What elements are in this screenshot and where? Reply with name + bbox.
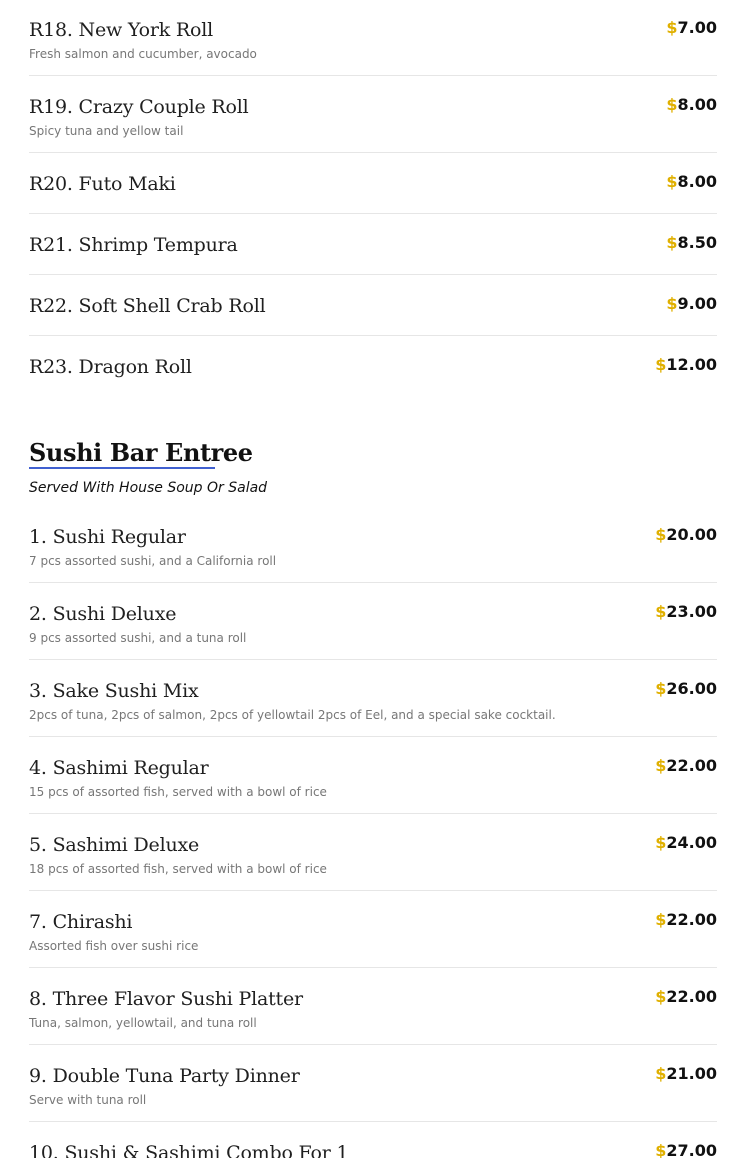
- divider: [29, 582, 717, 583]
- divider: [29, 335, 717, 336]
- menu-item[interactable]: [29, 95, 717, 137]
- currency-symbol: $: [655, 910, 667, 929]
- menu-item[interactable]: [29, 233, 717, 257]
- menu-item[interactable]: [29, 987, 717, 1029]
- section-title-underline: [29, 467, 215, 469]
- currency-symbol: $: [655, 355, 667, 374]
- menu-item-description: Fresh salmon and cucumber, avocado: [29, 47, 257, 61]
- menu-item-description: Tuna, salmon, yellowtail, and tuna roll: [29, 1016, 257, 1030]
- price-value: 8.00: [677, 95, 717, 114]
- menu-item-price: [655, 910, 717, 930]
- currency-symbol: $: [655, 525, 667, 544]
- divider: [29, 813, 717, 814]
- divider: [29, 152, 717, 153]
- menu-item-price: [666, 18, 717, 38]
- menu-item[interactable]: [29, 1064, 717, 1106]
- currency-symbol: $: [655, 833, 667, 852]
- menu-item-price: [655, 679, 717, 699]
- menu-item-price: [655, 756, 717, 776]
- menu-item-description: Assorted fish over sushi rice: [29, 939, 199, 953]
- menu-item-price: [666, 294, 717, 314]
- price-value: 22.00: [666, 987, 717, 1006]
- price-value: 26.00: [666, 679, 717, 698]
- menu-item-description: 7 pcs assorted sushi, and a California roll: [29, 554, 277, 568]
- menu-item[interactable]: [29, 602, 717, 644]
- menu-item-description: Spicy tuna and yellow tail: [29, 124, 184, 138]
- menu-item-price: [666, 172, 717, 192]
- menu-item-description: 2pcs of tuna, 2pcs of salmon, 2pcs of yellowtail 2pcs of Eel, and a special sake cocktail.: [29, 708, 556, 722]
- menu-item[interactable]: [29, 910, 717, 952]
- menu-item-price: [666, 95, 717, 115]
- menu-item-name: 8. Three Flavor Sushi Platter: [29, 988, 303, 1010]
- currency-symbol: $: [655, 987, 667, 1006]
- menu-item[interactable]: [29, 172, 717, 196]
- price-value: 7.00: [677, 18, 717, 37]
- menu-item-name: 5. Sashimi Deluxe: [29, 834, 200, 856]
- menu-item-name: 1. Sushi Regular: [29, 526, 186, 548]
- menu-item-price: [655, 355, 717, 375]
- menu-item-price: [666, 233, 717, 253]
- divider: [29, 274, 717, 275]
- menu-item-name: 3. Sake Sushi Mix: [29, 680, 199, 702]
- menu-item-price: [655, 1141, 717, 1158]
- divider: [29, 890, 717, 891]
- menu-item-name: R21. Shrimp Tempura: [29, 234, 238, 256]
- price-value: 8.50: [677, 233, 717, 252]
- menu-item-name: R23. Dragon Roll: [29, 356, 192, 378]
- price-value: 23.00: [666, 602, 717, 621]
- currency-symbol: $: [655, 1141, 667, 1158]
- currency-symbol: $: [655, 1064, 667, 1083]
- menu-item-name: R20. Futo Maki: [29, 173, 176, 195]
- menu-item-name: 2. Sushi Deluxe: [29, 603, 177, 625]
- menu-item-price: [655, 987, 717, 1007]
- price-value: 22.00: [666, 756, 717, 775]
- menu-item-description: 15 pcs of assorted fish, served with a bowl of rice: [29, 785, 327, 799]
- price-value: 9.00: [677, 294, 717, 313]
- price-value: 24.00: [666, 833, 717, 852]
- divider: [29, 1121, 717, 1122]
- currency-symbol: $: [666, 294, 678, 313]
- currency-symbol: $: [655, 679, 667, 698]
- section-subtitle: Served With House Soup Or Salad: [29, 480, 268, 496]
- menu-item-name: R22. Soft Shell Crab Roll: [29, 295, 266, 317]
- currency-symbol: $: [666, 233, 678, 252]
- price-value: 27.00: [666, 1141, 717, 1158]
- menu-item-description: 18 pcs of assorted fish, served with a bowl of rice: [29, 862, 327, 876]
- menu-item-name: 4. Sashimi Regular: [29, 757, 209, 779]
- menu-item-name: 9. Double Tuna Party Dinner: [29, 1065, 300, 1087]
- divider: [29, 213, 717, 214]
- divider: [29, 967, 717, 968]
- divider: [29, 75, 717, 76]
- menu-item-price: [655, 525, 717, 545]
- price-value: 21.00: [666, 1064, 717, 1083]
- price-value: 22.00: [666, 910, 717, 929]
- menu-item-description: 9 pcs assorted sushi, and a tuna roll: [29, 631, 247, 645]
- menu-item-description: Serve with tuna roll: [29, 1093, 147, 1107]
- menu-item[interactable]: [29, 1141, 717, 1158]
- menu-item[interactable]: [29, 294, 717, 318]
- menu-item-name: R19. Crazy Couple Roll: [29, 96, 249, 118]
- menu-item[interactable]: [29, 679, 717, 721]
- price-value: 20.00: [666, 525, 717, 544]
- menu-item-price: [655, 833, 717, 853]
- menu-item-name: 7. Chirashi: [29, 911, 133, 933]
- menu-item-price: [655, 1064, 717, 1084]
- currency-symbol: $: [666, 18, 678, 37]
- divider: [29, 659, 717, 660]
- menu-item-price: [655, 602, 717, 622]
- menu-item-name: R18. New York Roll: [29, 19, 213, 41]
- currency-symbol: $: [666, 172, 678, 191]
- menu-item[interactable]: [29, 18, 717, 60]
- currency-symbol: $: [655, 602, 667, 621]
- menu-item-name: 10. Sushi & Sashimi Combo For 1: [29, 1142, 349, 1158]
- price-value: 8.00: [677, 172, 717, 191]
- price-value: 12.00: [666, 355, 717, 374]
- menu-item[interactable]: [29, 355, 717, 379]
- menu-item[interactable]: [29, 525, 717, 567]
- section-title: Sushi Bar Entree: [29, 438, 253, 467]
- menu-item[interactable]: [29, 833, 717, 875]
- divider: [29, 1044, 717, 1045]
- divider: [29, 736, 717, 737]
- currency-symbol: $: [655, 756, 667, 775]
- menu-item[interactable]: [29, 756, 717, 798]
- currency-symbol: $: [666, 95, 678, 114]
